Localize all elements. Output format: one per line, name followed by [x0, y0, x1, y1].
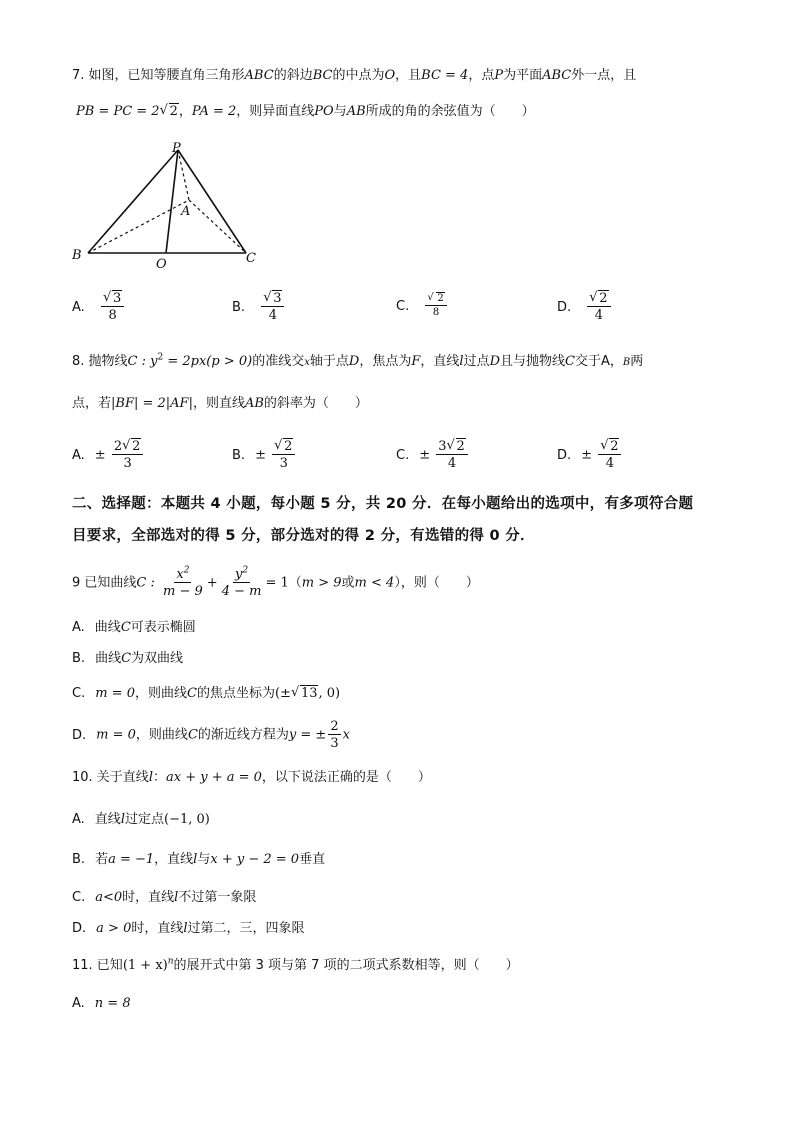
section2-heading-line2: 目要求，全部选对的得 5 分，部分选对的得 2 分，有选错的得 0 分．: [72, 528, 535, 544]
section2-heading-line1: 二、选择题：本题共 4 小题，每小题 5 分，共 20 分．在每小题给出的选项中，有多项符合题: [72, 496, 694, 512]
q8-option-a[interactable]: A. ± $\frac{2√ 2}{3}$: [72, 440, 145, 470]
label-c: C: [246, 251, 256, 266]
q11-stem: 11. 已知$(1 + x)^n$的展开式中第 3 项与第 7 项的二项式系数相等，则（ ）: [72, 956, 519, 973]
q11-option-a[interactable]: A. n = 8: [72, 996, 131, 1011]
label-p: P: [172, 141, 181, 156]
q7-line2: PB = PC = 2√ 2，PA = 2，则异面直线PO与AB所成的角的余弦值为（ ）: [76, 102, 535, 122]
q8-line2: 点，若|BF| = 2|AF|，则直线AB的斜率为（ ）: [72, 396, 368, 411]
q9-option-b[interactable]: B. 曲线C为双曲线: [72, 651, 184, 666]
q7-line1: 7. 如图，已知等腰直角三角形ABC的斜边BC的中点为O，且BC = 4，点P为平面ABC外一点，且: [72, 68, 637, 83]
q8-option-d[interactable]: D. ± √ $\frac{2}{4}$: [557, 440, 623, 470]
edge-ac: [189, 200, 246, 253]
edge-pc: [178, 150, 246, 253]
q10-option-a[interactable]: A. 直线l过定点(−1, 0): [72, 812, 210, 827]
q9-option-d[interactable]: D. m = 0，则曲线C的渐近线方程为y = ± $\frac{2}{3}$ x: [72, 719, 350, 751]
q9-option-a[interactable]: A. 曲线C可表示椭圆: [72, 620, 196, 635]
tetrahedron-figure: [72, 140, 272, 275]
q9-option-c[interactable]: C. m = 0，则曲线C的焦点坐标为(±√ 13, 0): [72, 684, 340, 704]
q8-option-b[interactable]: B. ± √ $\frac{2}{3}$: [232, 440, 297, 470]
q8-line1: 8. 抛物线C : $y^2 = 2px(p > 0)$的准线交x轴于点D，焦点为F，直线l过点D且与抛物线C交于A，B两: [72, 352, 644, 369]
label-a: A: [181, 204, 191, 219]
q7-option-c[interactable]: C. √ $\frac{2}{8}$: [396, 294, 449, 318]
q7-option-b[interactable]: B. √ $\frac{3}{4}$: [232, 292, 286, 322]
q7-option-a[interactable]: A. √ $\frac{3}{8}$: [72, 292, 126, 322]
q10-option-d[interactable]: D. a > 0时，直线l过第二，三，四象限: [72, 921, 305, 936]
q8-option-c[interactable]: C. ± $\frac{3√ 2}{4}$: [396, 440, 470, 470]
edge-ba: [88, 200, 189, 253]
edge-pb: [88, 150, 178, 253]
q10-option-c[interactable]: C. a<0时，直线l不过第一象限: [72, 890, 257, 905]
q7-option-d[interactable]: D. √ $\frac{2}{4}$: [557, 292, 613, 322]
q10-option-b[interactable]: B. 若a = −1，直线l与x + y − 2 = 0垂直: [72, 852, 326, 867]
label-b: B: [72, 248, 82, 263]
label-o: O: [156, 257, 167, 272]
edge-po: [166, 150, 178, 253]
q9-stem: 9 已知曲线C : $\frac{x^2}{m - 9}$ + $\frac{y^2}{4 - m}$ = 1（m > 9或m < 4），则（ ）: [72, 565, 479, 599]
q10-stem: 10. 关于直线l：ax + y + a = 0，以下说法正确的是（ ）: [72, 770, 431, 785]
